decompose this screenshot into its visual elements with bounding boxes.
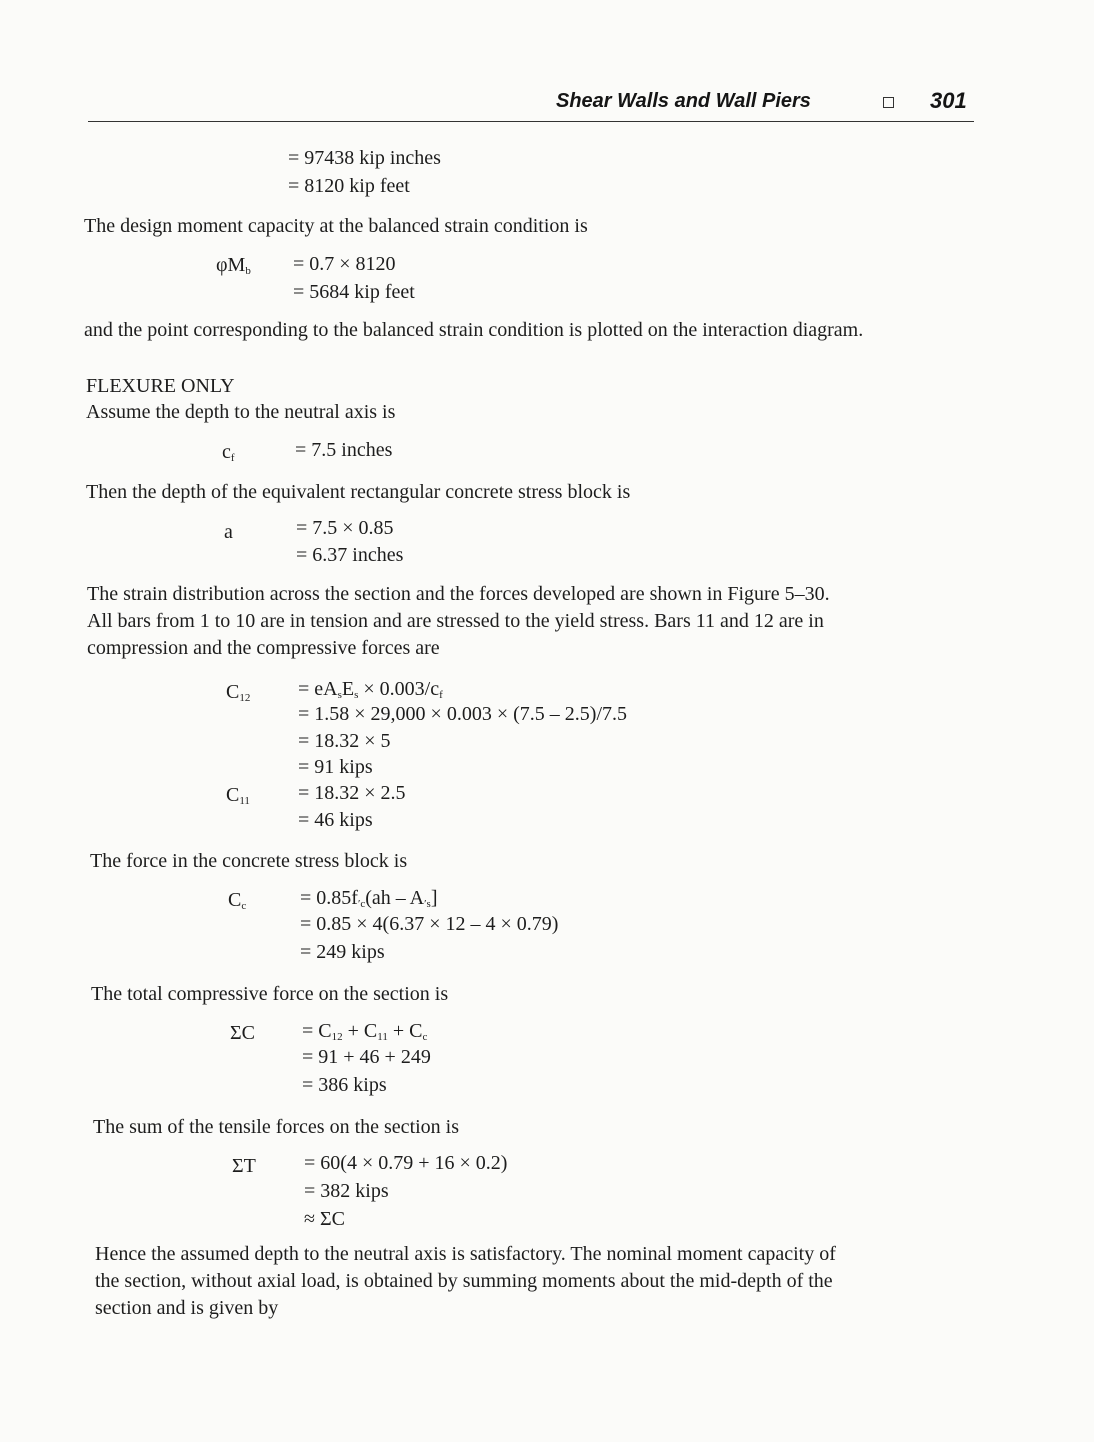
equation-line: = 91 + 46 + 249 (302, 1046, 431, 1068)
paragraph-line: compression and the compressive forces are (87, 637, 440, 659)
eq-part: = 0.85f (300, 887, 358, 909)
eq-subscript: s (337, 689, 342, 701)
equation-line: = 249 kips (300, 941, 385, 963)
paragraph-line: section and is given by (95, 1297, 279, 1319)
equation-line (302, 1019, 427, 1043)
header-rule (88, 121, 974, 122)
equation-line: = 382 kips (304, 1180, 389, 1202)
symbol-subscript: 11 (239, 795, 250, 807)
equation-line: = 0.7 × 8120 (293, 253, 396, 275)
symbol-text: φM (216, 254, 246, 276)
symbol-subscript: c (241, 900, 247, 912)
equation-line (300, 886, 438, 910)
equation-line: = 97438 kip inches (288, 147, 441, 169)
symbol-subscript: f (230, 452, 235, 464)
body-text: The total compressive force on the section is (91, 983, 449, 1005)
equation-symbol (226, 680, 250, 704)
section-heading: FLEXURE ONLY (86, 375, 235, 397)
equation-symbol (226, 783, 250, 807)
eq-part: E (341, 678, 355, 700)
equation-line: = 60(4 × 0.79 + 16 × 0.2) (304, 1152, 508, 1174)
equation-symbol (222, 440, 235, 464)
eq-part: × 0.003/c (358, 678, 440, 700)
equation-line: = 8120 kip feet (288, 175, 410, 197)
equation-symbol (216, 253, 251, 277)
body-text: and the point corresponding to the balanced strain condition is plotted on the interaction diagram. (84, 319, 864, 341)
equation-symbol: ΣC (230, 1022, 255, 1044)
paragraph-line: The strain distribution across the section and the forces developed are shown in Figure 5–30. (87, 583, 830, 605)
running-header-title: Shear Walls and Wall Piers (556, 90, 811, 112)
body-text: Assume the depth to the neutral axis is (86, 401, 396, 423)
equation-symbol: a (224, 521, 233, 543)
paragraph (87, 581, 830, 662)
symbol-text: c (222, 441, 231, 463)
symbol-subscript: 12 (239, 692, 251, 704)
equation-line: = 7.5 × 0.85 (296, 517, 394, 539)
page-number: 301 (930, 88, 967, 113)
equation-line: ≈ ΣC (304, 1208, 345, 1230)
symbol-text: C (226, 681, 240, 703)
paragraph-line: All bars from 1 to 10 are in tension and are stressed to the yield stress. Bars 11 and 12 are in (87, 610, 824, 632)
equation-line: = 1.58 × 29,000 × 0.003 × (7.5 – 2.5)/7.5 (298, 703, 627, 725)
symbol-subscript: b (245, 265, 251, 277)
symbol-text: C (226, 784, 240, 806)
eq-part: + C (387, 1020, 423, 1042)
eq-subscript: f (439, 689, 443, 701)
equation-line: = 386 kips (302, 1074, 387, 1096)
header-square-icon (883, 97, 894, 108)
paragraph-line: Hence the assumed depth to the neutral axis is satisfactory. The nominal moment capacity of (95, 1243, 836, 1265)
body-text: The design moment capacity at the balanced strain condition is (84, 215, 588, 237)
body-text: The sum of the tensile forces on the section is (93, 1116, 460, 1138)
equation-symbol: ΣT (232, 1155, 256, 1177)
equation-line (298, 677, 443, 701)
equation-symbol (228, 888, 246, 912)
paragraph (95, 1241, 836, 1322)
eq-part: + C (342, 1020, 378, 1042)
eq-subscript: c (422, 1031, 428, 1043)
equation-line: = 91 kips (298, 756, 373, 778)
eq-subscript: ′c (357, 898, 366, 910)
eq-subscript: 11 (377, 1031, 388, 1043)
equation-line: = 18.32 × 5 (298, 730, 391, 752)
eq-part: = C (302, 1020, 332, 1042)
equation-line: = 46 kips (298, 809, 373, 831)
symbol-text: C (228, 889, 242, 911)
equation-line: = 6.37 inches (296, 544, 404, 566)
paragraph-line: the section, without axial load, is obtained by summing moments about the mid-depth of the (95, 1270, 833, 1292)
eq-subscript: ′s (424, 898, 431, 910)
body-text: The force in the concrete stress block is (90, 850, 408, 872)
eq-subscript: s (354, 689, 359, 701)
eq-subscript: 12 (331, 1031, 343, 1043)
body-text: Then the depth of the equivalent rectangular concrete stress block is (86, 481, 631, 503)
equation-line: = 7.5 inches (295, 439, 393, 461)
equation-line: = 18.32 × 2.5 (298, 782, 406, 804)
eq-part: ] (430, 887, 438, 909)
eq-part: = eA (298, 678, 338, 700)
equation-line: = 5684 kip feet (293, 281, 415, 303)
eq-part: (ah – A (365, 887, 425, 909)
equation-line: = 0.85 × 4(6.37 × 12 – 4 × 0.79) (300, 913, 559, 935)
